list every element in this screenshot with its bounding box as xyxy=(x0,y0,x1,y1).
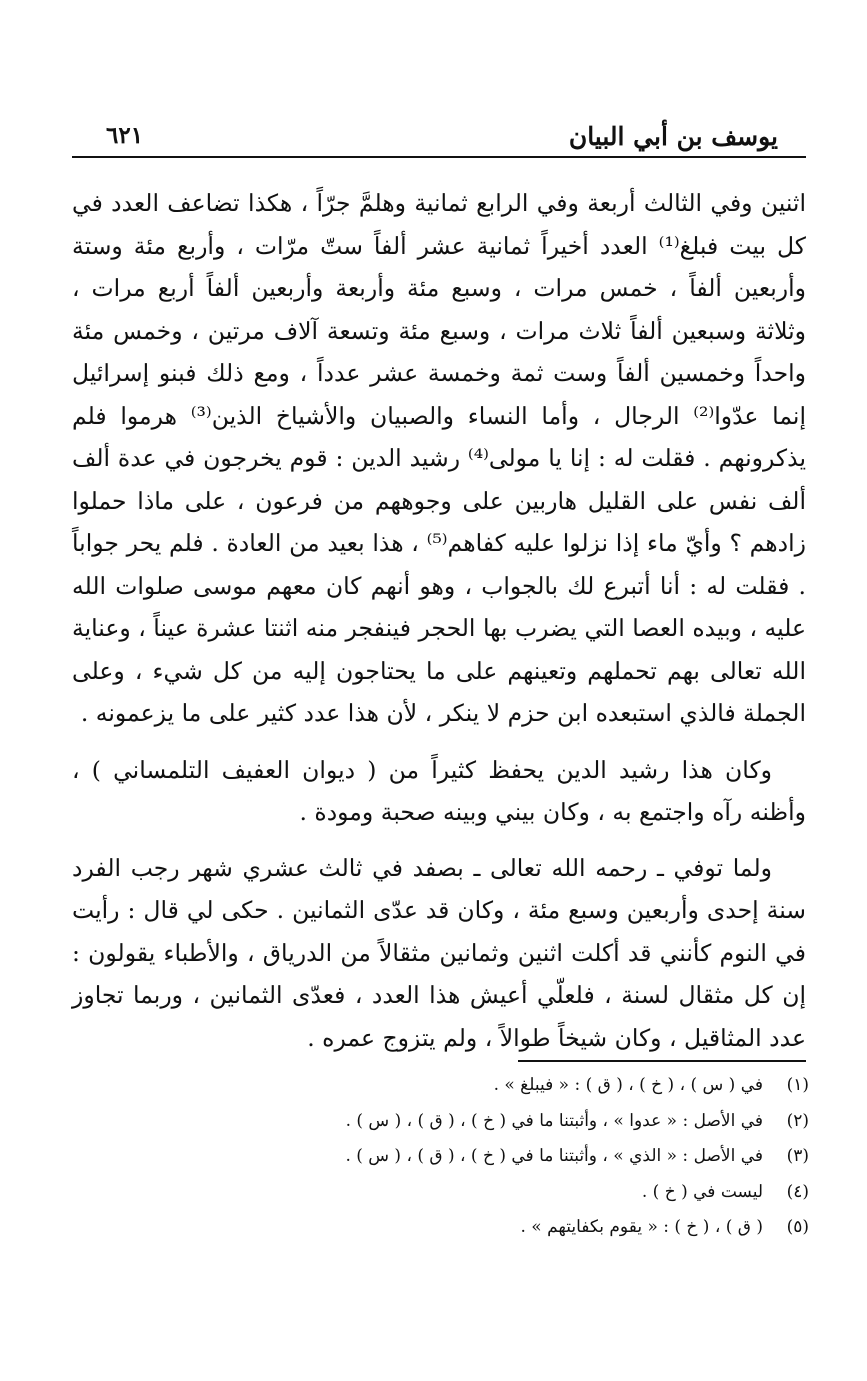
running-title: يوسف بن أبي البيان xyxy=(568,122,778,151)
footnote-number: (٥) xyxy=(786,1217,809,1237)
footnote-number: (٣) xyxy=(786,1146,809,1166)
footnote-number: (٢) xyxy=(786,1110,809,1131)
footnote-text: في الأصل : « الذي » ، وأثبتنا ما في ( خ ) ، ( ق ) ، ( س ) . xyxy=(345,1146,763,1166)
footnote-text: في ( س ) ، ( خ ) ، ( ق ) : « فيبلغ » . xyxy=(493,1075,763,1095)
page-number: ٦٢١ xyxy=(106,122,144,149)
footnote-4 xyxy=(209,1175,809,1211)
main-text xyxy=(72,182,806,1059)
paragraph-2: وكان هذا رشيد الدين يحفظ كثيراً من ( ديوان العفيف التلمساني ) ، وأظنه رآه واجتمع به ، وكان بيني وبينه صحبة ومودة . xyxy=(72,755,806,826)
paragraph-3: ولما توفي ـ رحمه الله تعالى ـ بصفد في ثالث عشري شهر رجب الفرد سنة إحدى وأربعين وسبع مئة ، وكان قد عدّى الثمانين . حكى لي قال : رأيت في النوم كأنني قد أكلت اثنين وثمانين مثقالاً من الدرياق ، والأطباء يقولون : إن كل مثقال لسنة ، فلعلّي أعيش هذا العدد ، فعدّى الثمانين ، وربما تجاوز عدد المثاقيل ، وكان شيخاً طوالاً ، ولم يتزوج عمره . xyxy=(72,853,806,1052)
footnote-1 xyxy=(209,1068,809,1104)
footnote-text: ( ق ) ، ( خ ) : « يقوم بكفايتهم » . xyxy=(520,1217,763,1237)
footnote-2 xyxy=(209,1104,809,1140)
footnotes xyxy=(209,1068,809,1246)
header-rule xyxy=(72,156,806,158)
footnote-number: (١) xyxy=(786,1075,809,1095)
footnote-text: ليست في ( خ ) . xyxy=(641,1181,763,1202)
paragraph-1: اثنين وفي الثالث أربعة وفي الرابع ثمانية وهلمَّ جرّاً ، هكذا تضاعف العدد في كل بيت فبلغ⁽¹⁾ العدد أخيراً ثمانية عشر ألفاً ستّ مرّات ، وأربع مئة وستة وأربعين ألفاً ، خمس مرات ، وسبع مئة وأربعة وأربعين ألفاً أربع مرات ، وثلاثة وسبعين ألفاً ثلاث مرات ، وسبع مئة وتسعة آلاف مرتين ، وخمس مئة واحداً وخمسين ألفاً وست ثمة وخمسة عشر عدداً ، ومع ذلك فبنو إسرائيل إنما عدّوا⁽²⁾ الرجال ، وأما النساء والصبيان والأشياخ الذين⁽³⁾ هرموا فلم يذكرونهم . فقلت له : إنا يا مولى⁽⁴⁾ رشيد الدين : قوم يخرجون في عدة ألف ألف نفس على القليل هاربين على وجوههم من فرعون ، على ماذا حملوا زادهم ؟ وأيّ ماء إذا نزلوا عليه كفاهم⁽⁵⁾ ، هذا بعيد من العادة . فلم يحر جواباً . فقلت له : أنا أتبرع لك بالجواب ، وهو أنهم كان معهم موسى صلوات الله عليه ، وبيده العصا التي يضرب بها الحجر فينفجر منه اثنتا عشرة عيناً ، وعناية الله تعالى بهم تحملهم وتعينهم على ما يحتاجون إليه من كل شيء ، وعلى الجملة فالذي استبعده ابن حزم لا ينكر ، لأن هذا عدد كثير على ما يزعمونه . xyxy=(72,189,806,727)
page-header xyxy=(72,118,806,158)
footnote-5 xyxy=(209,1210,809,1246)
footnote-3 xyxy=(209,1139,809,1175)
footnote-rule xyxy=(518,1060,806,1062)
footnote-number: (٤) xyxy=(786,1181,809,1202)
footnote-text: في الأصل : « عدوا » ، وأثبتنا ما في ( خ ) ، ( ق ) ، ( س ) . xyxy=(345,1110,763,1131)
